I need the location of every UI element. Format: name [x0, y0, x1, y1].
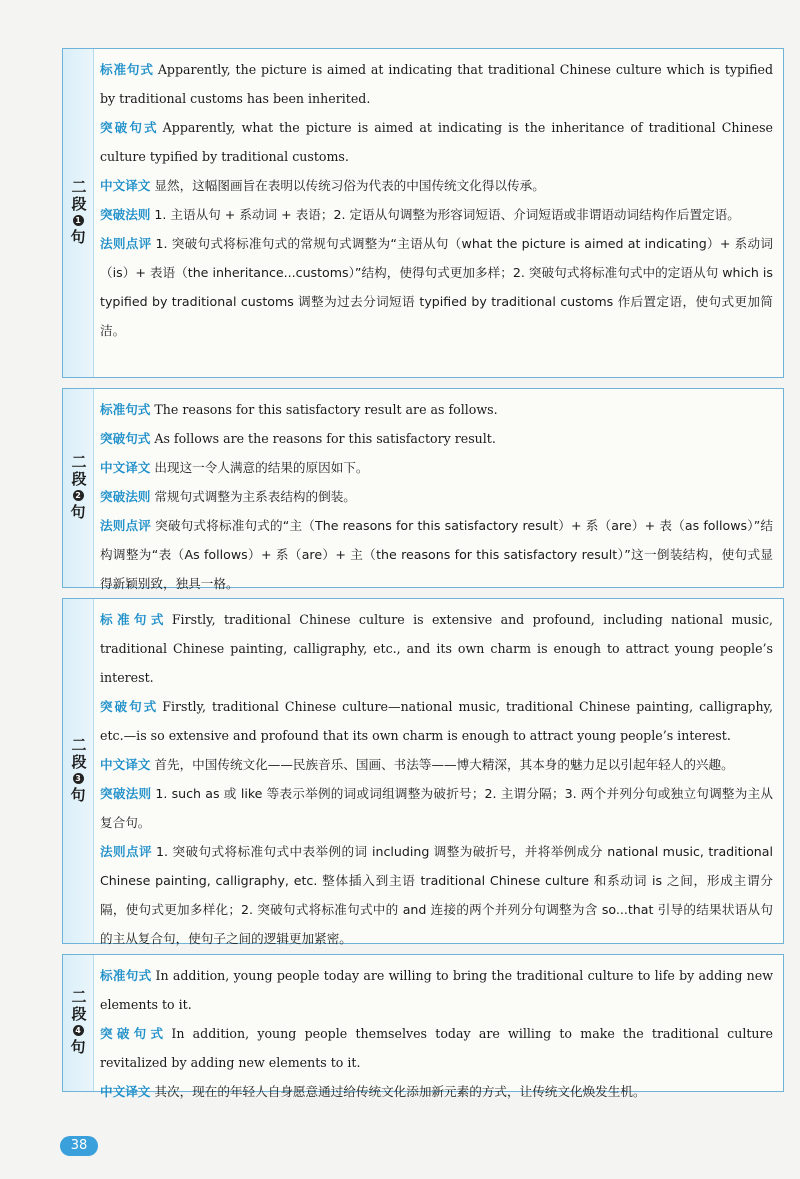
rule-text: 常规句式调整为主系表结构的倒装。: [154, 489, 356, 504]
card-body: [94, 389, 783, 591]
breakthrough-tag: 突破句式: [100, 699, 159, 714]
side-number-badge: 3: [73, 773, 84, 784]
translation-row: [100, 171, 773, 200]
translation-text: 首先，中国传统文化——民族音乐、国画、书法等——博大精深，其本身的魅力足以引起年轻人的兴趣。: [154, 757, 734, 772]
side-label-suffix: 句: [70, 503, 86, 521]
translation-tag: 中文译文: [100, 1084, 151, 1099]
standard-sentence-row: [100, 605, 773, 692]
breakthrough-text: In addition, young people themselves today are willing to make the traditional culture revitalized by adding new elements to it.: [100, 1026, 773, 1070]
comment-tag: 法则点评: [100, 518, 152, 533]
side-label-text: 二段: [69, 989, 88, 1023]
translation-text: 显然，这幅图画旨在表明以传统习俗为代表的中国传统文化得以传承。: [154, 178, 545, 193]
card-body: [94, 955, 783, 1099]
rule-row: [100, 779, 773, 837]
breakthrough-sentence-row: [100, 692, 773, 750]
rule-text: 1. 主语从句 + 系动词 + 表语；2. 定语从句调整为形容词短语、介词短语或非谓语动词结构作后置定语。: [154, 207, 740, 222]
breakthrough-tag: 突破句式: [100, 431, 151, 446]
standard-sentence-row: [100, 961, 773, 1019]
breakthrough-text: As follows are the reasons for this satisfactory result.: [154, 431, 496, 446]
side-label-text: 二段: [69, 179, 88, 213]
side-label-text: 二段: [69, 454, 88, 488]
sentence-card-1: [62, 48, 784, 378]
card-body: [94, 599, 783, 946]
comment-tag: 法则点评: [100, 236, 152, 251]
breakthrough-sentence-row: [100, 424, 773, 453]
page-number: 38: [60, 1136, 98, 1156]
card-side-label: [63, 955, 94, 1091]
comment-text: 突破句式将标准句式的“主（The reasons for this satisfactory result）+ 系（are）+ 表（as follows）”结构调整为“表（As follows）+ 系（are）+ 主（the reasons for this satisfactory result）”这一倒装结构，使句式显得新颖别致，独具一格。: [100, 518, 773, 591]
standard-text: Apparently, the picture is aimed at indicating that traditional Chinese culture which is typified by traditional customs has been inherited.: [100, 62, 774, 106]
rule-tag: 突破法则: [100, 207, 151, 222]
rule-tag: 突破法则: [100, 489, 151, 504]
standard-text: In addition, young people today are willing to bring the traditional culture to life by adding new elements to it.: [100, 968, 774, 1012]
standard-text: Firstly, traditional Chinese culture is extensive and profound, including national music, traditional Chinese painting, calligraphy, etc., and its own charm is enough to attract young people’s interest.: [100, 612, 774, 685]
sentence-card-2: [62, 388, 784, 591]
comment-row: [100, 229, 773, 345]
side-number-badge: 2: [73, 490, 84, 501]
side-label-suffix: 句: [70, 1038, 86, 1056]
translation-tag: 中文译文: [100, 178, 151, 193]
translation-text: 其次，现在的年轻人自身愿意通过给传统文化添加新元素的方式，让传统文化焕发生机。: [154, 1084, 646, 1099]
card-body: [94, 49, 783, 377]
breakthrough-sentence-row: [100, 1019, 773, 1077]
breakthrough-text: Firstly, traditional Chinese culture—national music, traditional Chinese painting, calligraphy, etc.—is so extensive and profound that its own charm is enough to attract young people’s interest.: [100, 699, 773, 743]
comment-text: 1. 突破句式将标准句式的常规句式调整为“主语从句（what the picture is aimed at indicating）+ 系动词（is）+ 表语（the inheritance...customs）”结构，使得句式更加多样；2. 突破句式将标准句式中的定语从句 which is typified by traditional customs 调整为过去分词短语 typified by traditional customs 作后置定语，使句式更加简洁。: [100, 236, 773, 338]
side-number-badge: 4: [73, 1025, 84, 1036]
standard-tag: 标准句式: [100, 402, 151, 417]
rule-row: [100, 482, 773, 511]
comment-row: [100, 837, 773, 953]
sentence-card-4: [62, 954, 784, 1099]
translation-tag: 中文译文: [100, 460, 151, 475]
translation-text: 出现这一令人满意的结果的原因如下。: [154, 460, 369, 475]
comment-tag: 法则点评: [100, 844, 153, 859]
rule-row: [100, 200, 773, 229]
standard-tag: 标准句式: [100, 968, 152, 983]
card-side-label: [63, 599, 94, 943]
sentence-card-3: [62, 598, 784, 944]
rule-text: 1. such as 或 like 等表示举例的词或词组调整为破折号；2. 主谓分隔；3. 两个并列分句或独立句调整为主从复合句。: [100, 786, 774, 830]
standard-sentence-row: [100, 395, 773, 424]
comment-row: [100, 511, 773, 598]
side-label-suffix: 句: [70, 786, 86, 804]
standard-tag: 标准句式: [100, 612, 168, 627]
breakthrough-sentence-row: [100, 113, 773, 171]
translation-row: [100, 453, 773, 482]
breakthrough-text: Apparently, what the picture is aimed at indicating is the inheritance of traditional Chinese culture typified by traditional customs.: [100, 120, 773, 164]
rule-tag: 突破法则: [100, 786, 152, 801]
translation-row: [100, 1077, 773, 1106]
card-side-label: [63, 49, 94, 377]
side-label-text: 二段: [69, 737, 88, 771]
comment-text: 1. 突破句式将标准句式中表举例的词 including 调整为破折号，并将举例成分 national music, traditional Chinese painting, calligraphy, etc. 整体插入到主语 traditional Chinese culture 和系动词 is 之间，形成主谓分隔，使句式更加多样化；2. 突破句式将标准句式中的 and 连接的两个并列分句调整为含 so...that 引导的结果状语从句的主从复合句，使句子之间的逻辑更加紧密。: [100, 844, 773, 946]
card-side-label: [63, 389, 94, 587]
side-label-suffix: 句: [70, 228, 86, 246]
translation-row: [100, 750, 773, 779]
breakthrough-tag: 突破句式: [100, 120, 159, 135]
translation-tag: 中文译文: [100, 757, 151, 772]
breakthrough-tag: 突破句式: [100, 1026, 168, 1041]
side-number-badge: 1: [73, 215, 84, 226]
standard-sentence-row: [100, 55, 773, 113]
standard-text: The reasons for this satisfactory result are as follows.: [154, 402, 498, 417]
standard-tag: 标准句式: [100, 62, 154, 77]
